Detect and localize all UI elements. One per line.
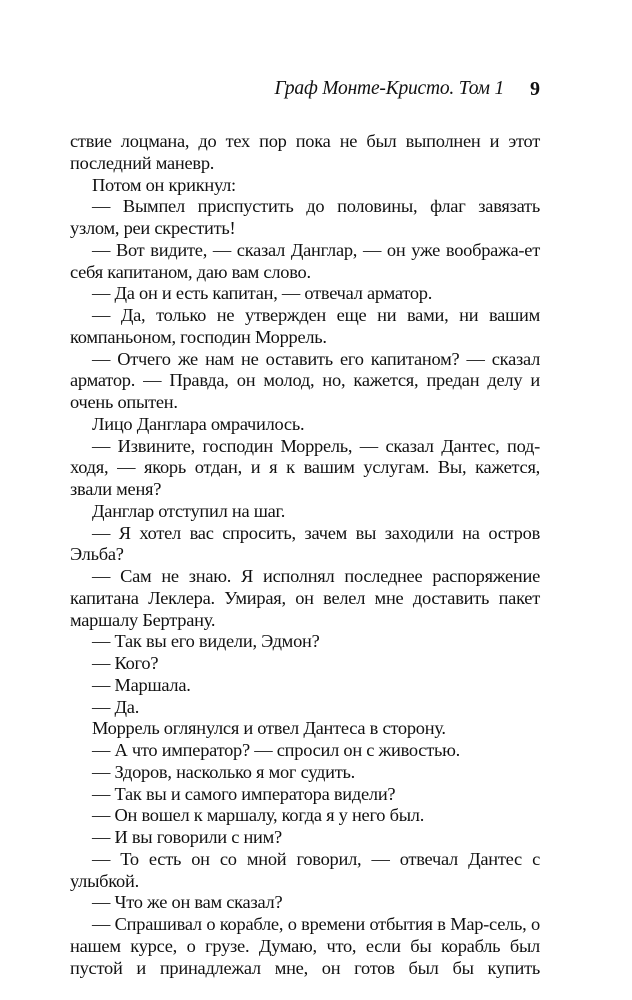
paragraph: — Маршала. (92, 674, 191, 695)
paragraph: — Вот видите, — сказал Данглар, — он уже вообража-ет себя капитаном, даю вам слово. (70, 239, 540, 282)
page-number: 9 (530, 78, 540, 100)
paragraph: — Спрашивал о корабле, о времени отбытия в Мар-сель, о нашем курсе, о грузе. Думаю, что, если бы корабль был пустой и принадлежал мне, он готов был бы купить (70, 914, 540, 978)
page-body (70, 131, 540, 979)
paragraph: — Я хотел вас спросить, зачем вы заходили на остров Эльба? (70, 522, 540, 565)
paragraph: — Он вошел к маршалу, когда я у него был. (92, 805, 425, 826)
paragraph: Лицо Данглара омрачилось. (92, 413, 305, 434)
paragraph: ствие лоцмана, до тех пор пока не был выполнен и этот последний маневр. (70, 131, 540, 173)
paragraph: — Что же он вам сказал? (92, 892, 283, 913)
paragraph: — А что император? — спросил он с живостью. (92, 740, 460, 760)
paragraph: — Да он и есть капитан, — отвечал арматор. (92, 283, 433, 304)
paragraph: — И вы говорили с ним? (92, 827, 282, 847)
paragraph: Данглар отступил на шаг. (92, 500, 286, 521)
paragraph: — Кого? (92, 653, 159, 673)
paragraph: — Так вы и самого императора видели? (92, 783, 396, 804)
paragraph: — Сам не знаю. Я исполнял последнее распоряжение капитана Леклера. Умирая, он велел мне доставить пакет маршалу Бертрану. (70, 566, 540, 630)
paragraph: — Вымпел приспустить до половины, флаг завязать узлом, реи скрестить! (70, 196, 540, 238)
paragraph: — Здоров, насколько я мог судить. (92, 761, 356, 782)
paragraph: Моррель оглянулся и отвел Дантеса в сторону. (92, 718, 446, 739)
paragraph: Потом он крикнул: (92, 174, 236, 195)
paragraph: — Извините, господин Моррель, — сказал Дантес, под-ходя, — якорь отдан, и я к вашим услугам. Вы, кажется, звали меня? (70, 435, 540, 499)
paragraph: — То есть он со мной говорил, — отвечал Дантес с улыбкой. (70, 848, 540, 891)
paragraph: — Отчего же нам не оставить его капитаном? — сказал арматор. — Правда, он молод, но, кажется, предан делу и очень опытен. (70, 348, 540, 412)
paragraph: — Да, только не утвержден еще ни вами, ни вашим компаньоном, господин Моррель. (70, 305, 540, 347)
running-header (70, 76, 540, 104)
paragraph: — Да. (92, 696, 140, 717)
paragraph: — Так вы его видели, Эдмон? (92, 631, 320, 652)
book-title: Граф Монте-Кристо. Том 1 (274, 78, 504, 99)
